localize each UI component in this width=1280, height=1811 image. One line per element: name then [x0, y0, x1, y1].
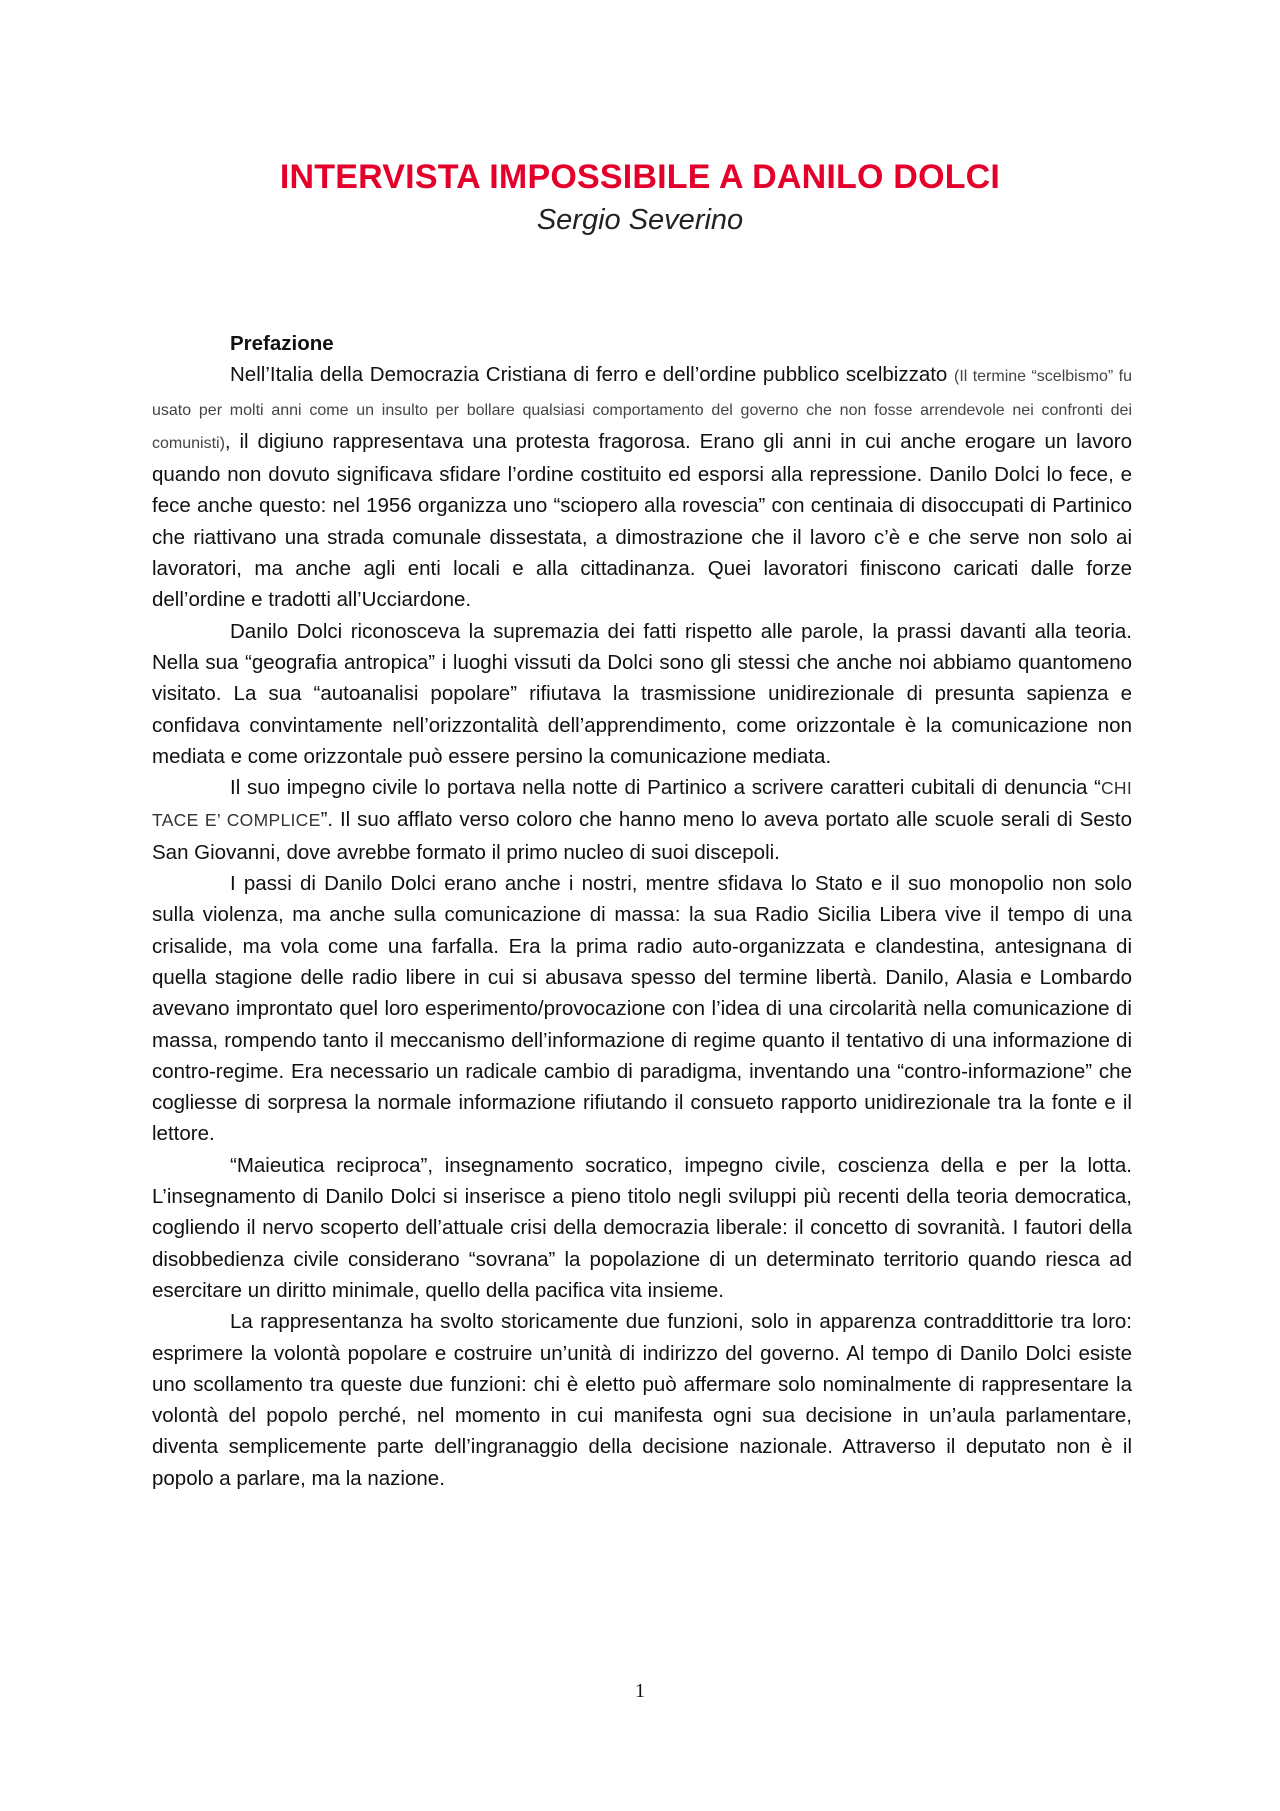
paragraph: I passi di Danilo Dolci erano anche i nostri, mentre sfidava lo Stato e il suo monopolio non solo sulla violenza, ma anche sulla comunicazione di massa: la sua Radio Sicilia Libera vive il tempo di una crisalide, ma vola come una farfalla. Era la prima radio auto-organizzata e clandestina, antesignana di quella stagione delle radio libere in cui si abusava spesso del termine libertà. Danilo, Alasia e Lombardo avevano improntato quel loro esperimento/provocazione con l’idea di una circolarità nella comunicazione di massa, rompendo tanto il meccanismo dell’informazione di regime quanto il tentativo di una informazione di contro-regime. Era necessario un radicale cambio di paradigma, inventando una “contro-informazione” che cogliesse di sorpresa la normale informazione rifiutando il consueto rapporto unidirezionale tra la fonte e il lettore.: [152, 872, 1132, 1146]
paragraph: [152, 772, 1132, 868]
paragraph-text: , il digiuno rappresentava una protesta fragorosa. Erano gli anni in cui anche erogare un lavoro quando non dovuto significava sfidare l’ordine costituito ed esporsi alla repressione. Danilo Dolci lo fece, e fece anche questo: nel 1956 organizza uno “sciopero alla rovescia” con centinaia di disoccupati di Partinico che riattivano una strada comunale dissestata, a dimostrazione che il lavoro c’è e che serve non solo ai lavoratori, ma anche agli enti locali e alla cittadinanza. Quei lavoratori finiscono caricati dalle forze dell’ordine e tradotti all’Ucciardone.: [152, 429, 1132, 612]
paragraph-text: Il suo impegno civile lo portava nella notte di Partinico a scrivere caratteri cubitali di denuncia “: [230, 776, 1101, 800]
paragraph-text: Nell’Italia della Democrazia Cristiana di ferro e dell’ordine pubblico scelbizzato: [230, 363, 948, 387]
document-body: [152, 328, 1132, 1494]
paragraph: [152, 359, 1132, 615]
author-name: Sergio Severino: [536, 204, 744, 236]
slogan-text: CHI TACE E’ COMPLICE: [152, 778, 1132, 831]
paragraph: “Maieutica reciproca”, insegnamento socratico, impegno civile, coscienza della e per la lotta. L’insegnamento di Danilo Dolci si inserisce a pieno titolo negli sviluppi più recenti della teoria democratica, cogliendo il nervo scoperto dell’attuale crisi della democrazia liberale: il concetto di sovranità. I fautori della disobbedienza civile considerano “sovrana” la popolazione di un determinato territorio quando riesca ad esercitare un diritto minimale, quello della pacifica vita insieme.: [152, 1153, 1132, 1302]
paragraph: La rappresentanza ha svolto storicamente due funzioni, solo in apparenza contraddittorie tra loro: esprimere la volontà popolare e costruire un’unità di indirizzo del governo. Al tempo di Danilo Dolci esiste uno scollamento tra queste due funzioni: chi è eletto può affermare solo nominalmente di rappresentare la volontà del popolo perché, nel momento in cui manifesta ogni sua decisione in un’aula parlamentare, diventa semplicemente parte dell’ingranaggio della decisione nazionale. Attraverso il deputato non è il popolo a parlare, ma la nazione.: [152, 1310, 1132, 1490]
paragraph: Danilo Dolci riconosceva la supremazia dei fatti rispetto alle parole, la prassi davanti alla teoria. Nella sua “geografia antropica” i luoghi vissuti da Dolci sono gli stessi che anche noi abbiamo quantomeno visitato. La sua “autoanalisi popolare” rifiutava la trasmissione unidirezionale di presunta sapienza e confidava convintamente nell’orizzontalità dell’apprendimento, come orizzontale è la comunicazione non mediata e come orizzontale può essere persino la comunicazione mediata.: [152, 619, 1132, 768]
paragraph-text: ”. Il suo afflato verso coloro che hanno meno lo aveva portato alle scuole serali di Sesto San Giovanni, dove avrebbe formato il primo nucleo di suoi discepoli.: [152, 808, 1133, 864]
section-heading: Prefazione: [230, 332, 334, 355]
page-number: 1: [635, 1680, 645, 1702]
document-title: INTERVISTA IMPOSSIBILE A DANILO DOLCI: [279, 158, 1001, 196]
inline-note: (Il termine “scelbismo” fu usato per molti anni come un insulto per bollare qualsiasi comportamento del governo che non fosse arrendevole nei confronti dei comunisti): [152, 368, 1132, 452]
